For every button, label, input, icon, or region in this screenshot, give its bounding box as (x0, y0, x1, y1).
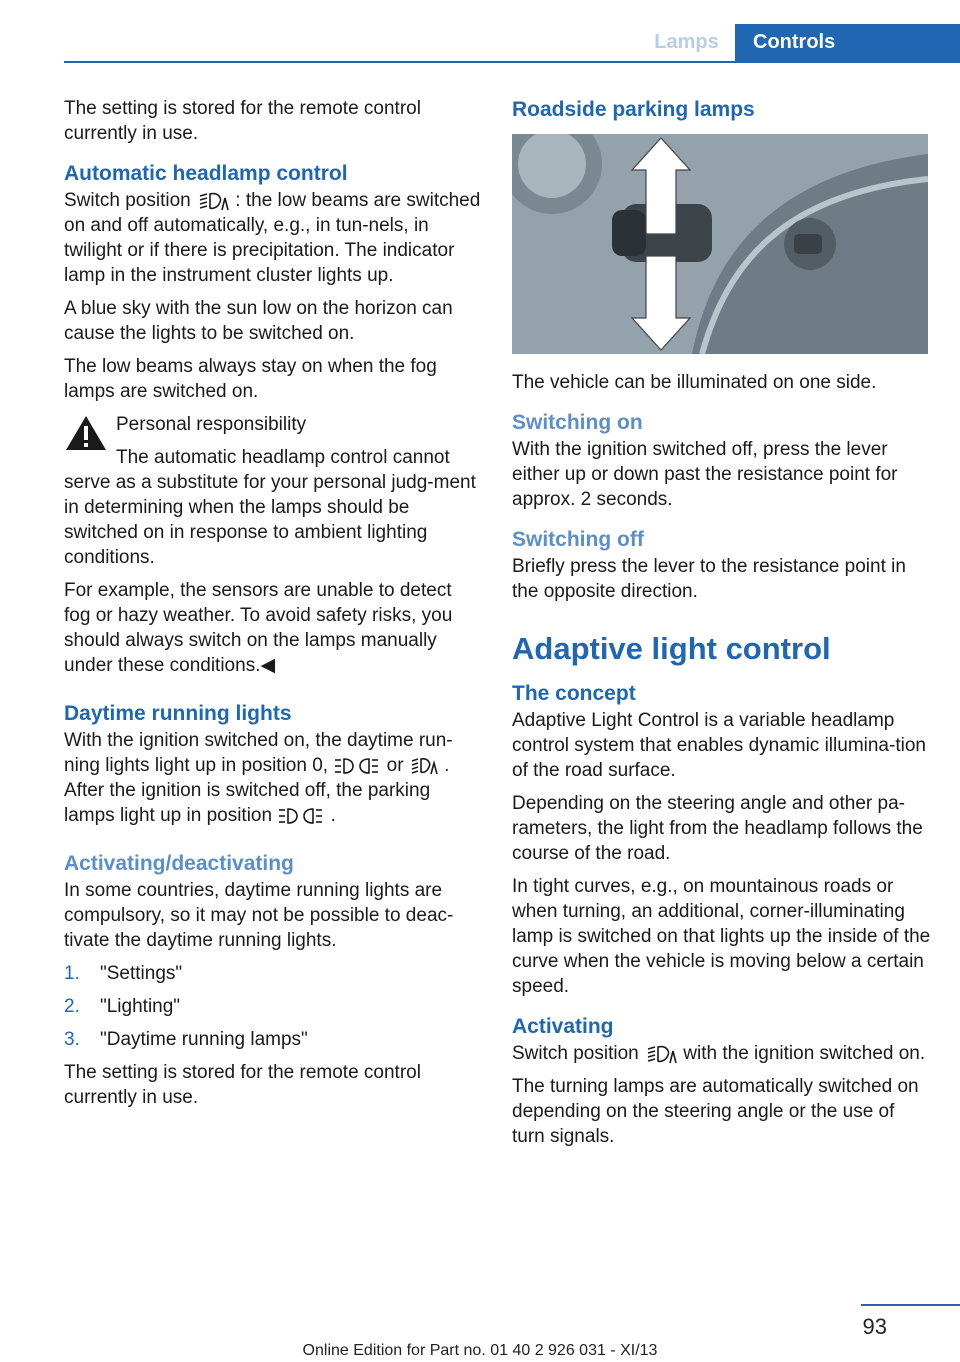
heading-adaptive-light-control: Adaptive light control (512, 631, 831, 666)
warning-block (64, 412, 482, 437)
warning-text-2: For example, the sensors are unable to detect fog or hazy weather. To avoid safety risks, you should always switch on the lamps manually under these conditions.◀ (64, 580, 453, 676)
settings-list (64, 961, 482, 1052)
heading-switching-on: Switching on (512, 411, 643, 434)
turning-lamps-paragraph: The turning lamps are automatically switched on depending on the steering angle or the use of turn signals. (512, 1076, 919, 1147)
list-item: 1. "Settings" (64, 963, 183, 984)
auto-headlamp-icon-3 (644, 1043, 678, 1065)
activating-paragraph: In some countries, daytime running lights are compulsory, so it may not be possible to deac-tivate the daytime running lights. (64, 880, 454, 951)
auto-headlamp-icon (196, 190, 230, 212)
heading-switching-off: Switching off (512, 528, 644, 551)
left-column (64, 96, 482, 1118)
auto-paragraph-2: A blue sky with the sun low on the horizon can cause the lights to be switched on. (64, 298, 453, 344)
concept-paragraph-2: Depending on the steering angle and other pa-rameters, the light from the headlamp follows the course of the road. (512, 793, 923, 864)
auto-paragraph-1: Switch position : the low beams are switched on and off automatically, e.g., in tun-nels, in twilight or if there is precipitation. The indicator lamp in the instrument cluster lights up. (64, 190, 481, 286)
switching-on-paragraph: With the ignition switched off, press the lever either up or down past the resistance point for approx. 2 seconds. (512, 439, 898, 510)
parking-lamps-icon-2 (277, 806, 325, 826)
daytime-paragraph: With the ignition switched on, the daytime run-ning lights light up in position 0, or . After the ignition is switched off, the parking lamps light up in position . (64, 730, 453, 826)
page-number: 93 (862, 1314, 887, 1339)
footer-edition: Online Edition for Part no. 01 40 2 926 031 - XI/13 (302, 1342, 658, 1359)
heading-roadside-parking: Roadside parking lamps (512, 98, 755, 121)
heading-activating: Activating (512, 1015, 614, 1038)
stored-setting-text-2: The setting is stored for the remote control currently in use. (64, 1062, 421, 1108)
switching-off-paragraph: Briefly press the lever to the resistance point in the opposite direction. (512, 556, 906, 602)
header-tabs (638, 24, 960, 61)
auto-paragraph-3: The low beams always stay on when the fog lamps are switched on. (64, 356, 437, 402)
auto-headlamp-icon-2 (409, 756, 439, 776)
warning-triangle-icon (64, 414, 108, 452)
heading-daytime-running-lights: Daytime running lights (64, 702, 292, 725)
concept-paragraph-1: Adaptive Light Control is a variable headlamp control system that enables dynamic illumina-tion of the road surface. (512, 710, 926, 781)
steering-lever-illustration (512, 134, 928, 354)
steering-wheel-image (512, 134, 928, 354)
heading-activating-deactivating: Activating/deactivating (64, 852, 294, 875)
activating-paragraph-right: Switch position with the ignition switched on. (512, 1043, 926, 1064)
warning-text: The automatic headlamp control cannot serve as a substitute for your personal judg-ment in determining when the lamps should be switched on in response to ambient lighting conditions. (64, 447, 476, 568)
footer-rule (861, 1304, 960, 1306)
heading-the-concept: The concept (512, 682, 636, 705)
tab-controls[interactable]: Controls (735, 24, 960, 61)
parking-paragraph: The vehicle can be illuminated on one side. (512, 372, 877, 393)
list-item: 3. "Daytime running lamps" (64, 1029, 308, 1050)
list-item: 2. "Lighting" (64, 996, 181, 1017)
heading-automatic-headlamp: Automatic headlamp control (64, 162, 348, 185)
tab-lamps[interactable]: Lamps (654, 31, 719, 53)
right-column (512, 96, 932, 1157)
header-rule (64, 61, 960, 63)
warning-title: Personal responsibility (116, 414, 307, 435)
concept-paragraph-3: In tight curves, e.g., on mountainous roads or when turning, an additional, corner-illuminating lamp is switched on that lights up the inside of the curve when the vehicle is moving below a certain speed. (512, 876, 931, 997)
stored-setting-text: The setting is stored for the remote control currently in use. (64, 98, 421, 144)
parking-lamps-icon (333, 756, 381, 776)
